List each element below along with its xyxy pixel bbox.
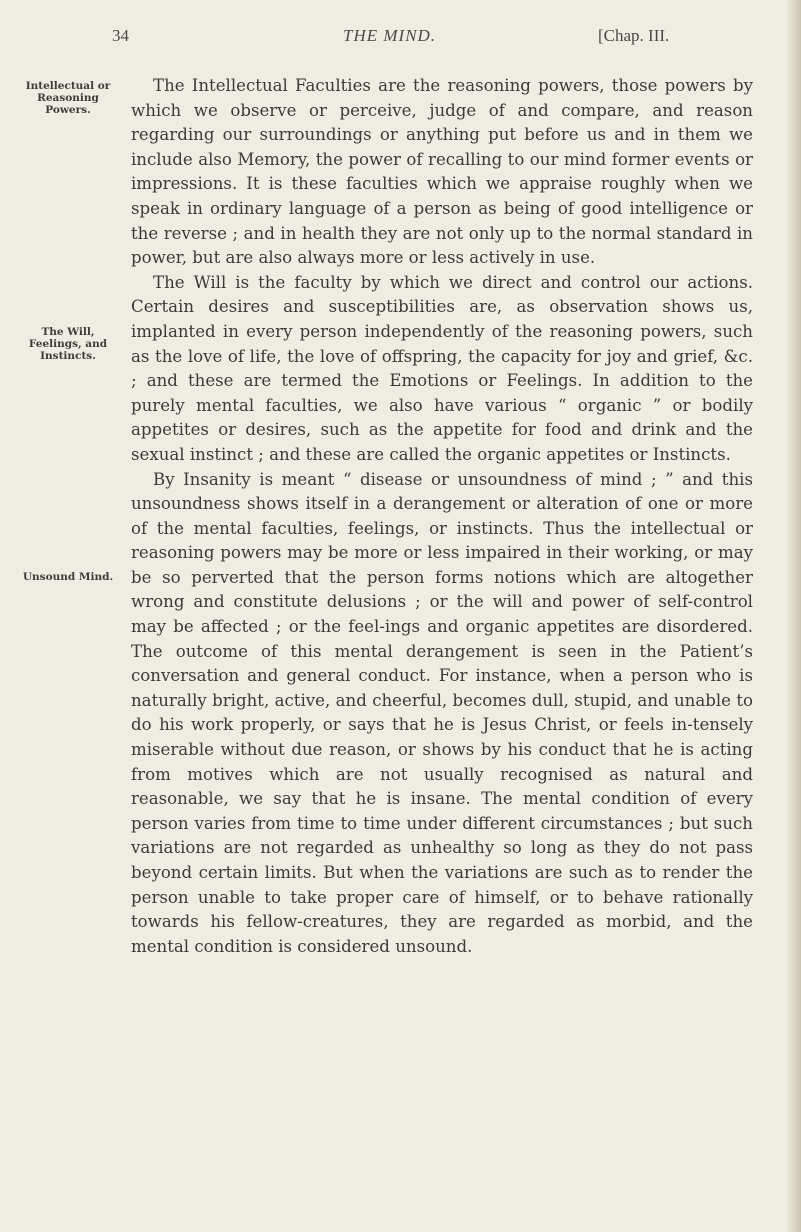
marginal-note-will: The Will, Feelings, and Instincts. xyxy=(28,326,108,362)
chapter-label: [Chap. III. xyxy=(598,26,670,45)
marginal-note-unsound: Unsound Mind. xyxy=(22,571,114,583)
marginal-note-intellectual: Intellectual or Reasoning Powers. xyxy=(25,80,111,116)
paragraph-will-feelings-instincts: The Will is the faculty by which we direct and control our actions. Certain desires and susceptibilities are, as observation shows us, implanted in every person independently of the reasoning powers, such as the love of life, the love of offspring, the capacity for joy and grief, &c. ; and these are termed the Emotions or Feelings. In addition to the purely mental faculties, we also have various “ organic ” or bodily appetites or desires, such as the appetite for food and drink and the sexual instinct ; and these are called the organic appetites or Instincts. xyxy=(131,272,753,464)
paragraph-unsound-mind: By Insanity is meant “ disease or unsoundness of mind ; ” and this unsoundness shows itself in a derangement or alteration of one or more of the mental faculties, feelings, or instincts. Thus the intellectual or reasoning powers may be more or less impaired in their working, or may be so perverted that the person forms notions which are altogether wrong and constitute delusions ; or the will and power of self-control may be affected ; or the feel-ings and organic appetites are disordered. The outcome of this mental derangement is seen in the Patient’s conversation and general conduct. For instance, when a person who is naturally bright, active, and cheerful, becomes dull, stupid, and unable to do his work properly, or says that he is Jesus Christ, or feels in-tensely miserable without due reason, or shows by his conduct that he is acting from motives which are not usually recognised as natural and reasonable, we say that he is insane. The mental condition of every person varies from time to time under different circumstances ; but such variations are not regarded as unhealthy so long as they do not pass beyond certain limits. But when the variations are such as to render the person unable to take proper care of himself, or to behave rationally towards his fellow-creatures, they are regarded as morbid, and the mental condition is considered unsound. xyxy=(131,469,753,956)
page-number: 34 xyxy=(112,26,129,45)
running-header xyxy=(0,26,801,50)
page-scan-edge xyxy=(787,0,801,1232)
paragraph-intellectual-faculties: The Intellectual Faculties are the reasoning powers, those powers by which we observe or perceive, judge of and compare, and reason regarding our surroundings or anything put before us and in them we include also Memory, the power of recalling to our mind former events or impressions. It is these faculties which we appraise roughly when we speak in ordinary language of a person as being of good intelligence or the reverse ; and in health they are not only up to the normal standard in power, but are also always more or less actively in use. xyxy=(131,76,753,268)
running-title: THE MIND. xyxy=(343,26,437,45)
body-text xyxy=(131,74,753,959)
